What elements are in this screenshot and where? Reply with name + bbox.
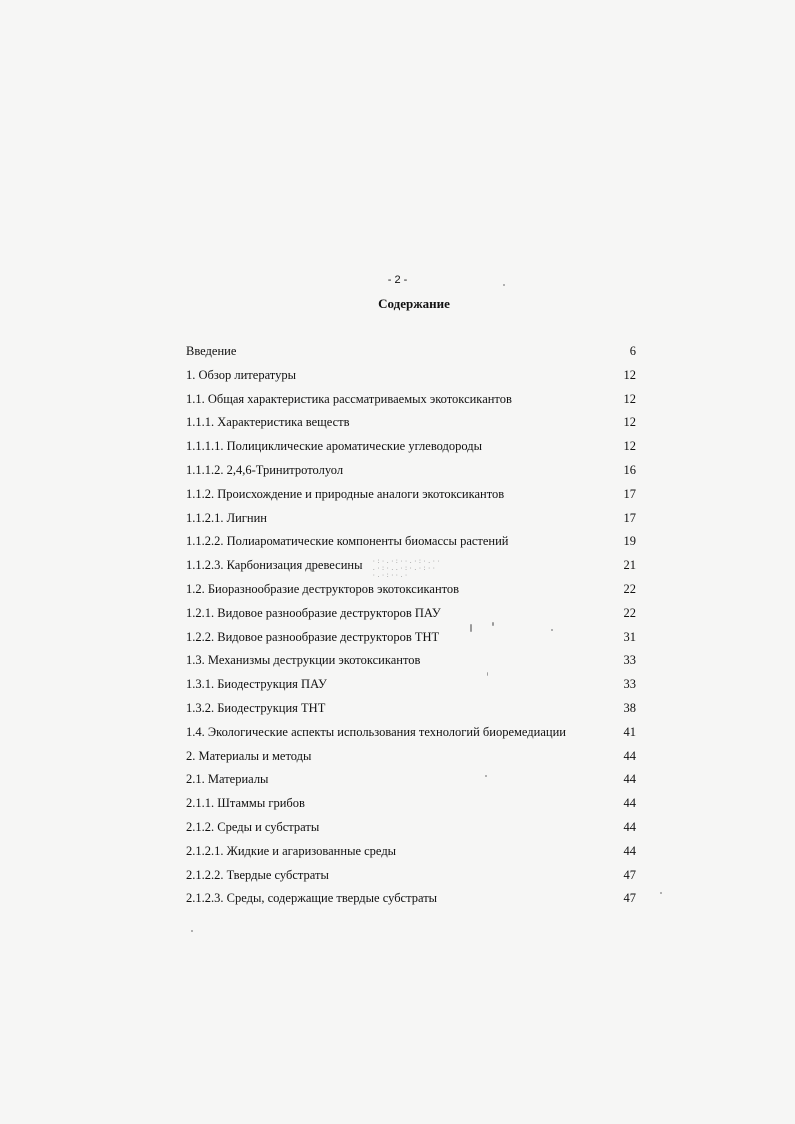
toc-entry xyxy=(186,865,636,889)
toc-entry xyxy=(186,888,636,912)
toc-entry-page: 33 xyxy=(623,677,636,692)
toc-entry xyxy=(186,412,636,436)
toc-entry xyxy=(186,627,636,651)
toc-entry-label: 1.1.2.1. Лигнин xyxy=(186,510,267,525)
toc-entry-page: 44 xyxy=(623,796,636,811)
toc-entry-label: 1.4. Экологические аспекты использования технологий биоремедиации xyxy=(186,724,566,739)
toc-entry-page: 44 xyxy=(623,843,636,858)
toc-entry-label: 2. Материалы и методы xyxy=(186,748,312,763)
toc-entry-label: 1.1.1.2. 2,4,6-Тринитротолуол xyxy=(186,462,344,477)
toc-entry-label: Введение xyxy=(186,344,237,358)
toc-entry-page: 22 xyxy=(623,581,636,596)
toc-entry-label: 2.1.2.3. Среды, содержащие твердые субстраты xyxy=(186,891,438,906)
toc-entry-label: 1.3.2. Биодеструкция ТНТ xyxy=(186,700,326,715)
toc-entry-page: 44 xyxy=(623,772,636,787)
toc-entry-page: 19 xyxy=(623,534,636,549)
toc-entry-page: 21 xyxy=(623,558,636,573)
toc-entry-label: 2.1. Материалы xyxy=(186,772,269,787)
toc-entry xyxy=(186,508,636,532)
page-number: - 2 - xyxy=(387,274,408,286)
toc-entry xyxy=(186,341,636,365)
scan-speck xyxy=(551,629,553,631)
toc-entry xyxy=(186,365,636,389)
toc-entry-page: 12 xyxy=(623,367,636,382)
toc-entry-page: 12 xyxy=(623,439,636,454)
toc-entry-label: 2.1.2.2. Твердые субстраты xyxy=(186,867,329,882)
toc-entry xyxy=(186,460,636,484)
toc-entry-label: 1.1.1.1. Полициклические ароматические углеводороды xyxy=(186,439,483,454)
toc-entry-label: 2.1.1. Штаммы грибов xyxy=(186,796,305,811)
toc-entry xyxy=(186,841,636,865)
toc-entry xyxy=(186,674,636,698)
toc-entry-page: 47 xyxy=(623,891,636,906)
toc-entry xyxy=(186,746,636,770)
toc-entry-label: 1.1.2.2. Полиароматические компоненты биомассы растений xyxy=(186,534,509,549)
toc-entry-label: 1.3. Механизмы деструкции экотоксикантов xyxy=(186,653,421,668)
toc-entry-page: 33 xyxy=(623,653,636,668)
toc-title: Содержание xyxy=(378,296,450,311)
scan-speck xyxy=(503,284,505,286)
toc-entry xyxy=(186,603,636,627)
toc-entry xyxy=(186,722,636,746)
scan-speck xyxy=(470,624,472,632)
toc-entry-label: 1.1.2.3. Карбонизация древесины xyxy=(186,558,363,573)
toc-entry xyxy=(186,650,636,674)
toc-entry-page: 31 xyxy=(623,629,636,644)
toc-entry xyxy=(186,817,636,841)
toc-entry xyxy=(186,484,636,508)
toc-entry-label: 2.1.2. Среды и субстраты xyxy=(186,819,320,834)
toc-entry-label: 1.2.1. Видовое разнообразие деструкторов ПАУ xyxy=(186,605,441,620)
toc-entry-label: 1.1.1. Характеристика веществ xyxy=(186,415,350,430)
toc-entry-page: 38 xyxy=(623,700,636,715)
toc-entry xyxy=(186,698,636,722)
toc-entry-label: 1.1. Общая характеристика рассматриваемых экотоксикантов xyxy=(186,391,512,406)
toc-entry xyxy=(186,436,636,460)
scan-speck xyxy=(191,930,193,932)
scan-speck xyxy=(492,622,494,626)
toc-entry-label: 1.3.1. Биодеструкция ПАУ xyxy=(186,677,327,692)
toc-entry-page: 41 xyxy=(623,724,636,739)
table-of-contents xyxy=(186,341,636,912)
toc-entry-label: 1.2.2. Видовое разнообразие деструкторов ТНТ xyxy=(186,629,440,644)
toc-entry-label: 1.1.2. Происхождение и природные аналоги экотоксикантов xyxy=(186,486,505,501)
scan-speck xyxy=(660,892,662,894)
scan-smudge: ·:·.·:··.·:·.·· .·:·..·:·.·:·· ·.·:··.· xyxy=(372,558,442,579)
toc-entry-page: 22 xyxy=(623,605,636,620)
toc-entry xyxy=(186,769,636,793)
toc-entry xyxy=(186,389,636,413)
toc-entry-page: 6 xyxy=(629,344,636,358)
toc-entry-label: 1.2. Биоразнообразие деструкторов экотоксикантов xyxy=(186,581,460,596)
toc-entry xyxy=(186,531,636,555)
toc-entry-page: 47 xyxy=(623,867,636,882)
toc-entry-page: 44 xyxy=(623,748,636,763)
scan-speck xyxy=(485,775,487,777)
toc-entry xyxy=(186,793,636,817)
toc-entry-page: 16 xyxy=(623,462,636,477)
toc-entry-page: 44 xyxy=(623,819,636,834)
toc-entry-label: 2.1.2.1. Жидкие и агаризованные среды xyxy=(186,843,397,858)
toc-entry-page: 12 xyxy=(623,391,636,406)
toc-entry-page: 17 xyxy=(623,510,636,525)
toc-entry-page: 17 xyxy=(623,486,636,501)
toc-entry-label: 1. Обзор литературы xyxy=(186,367,296,382)
toc-entry-page: 12 xyxy=(623,415,636,430)
scan-speck xyxy=(487,672,488,676)
